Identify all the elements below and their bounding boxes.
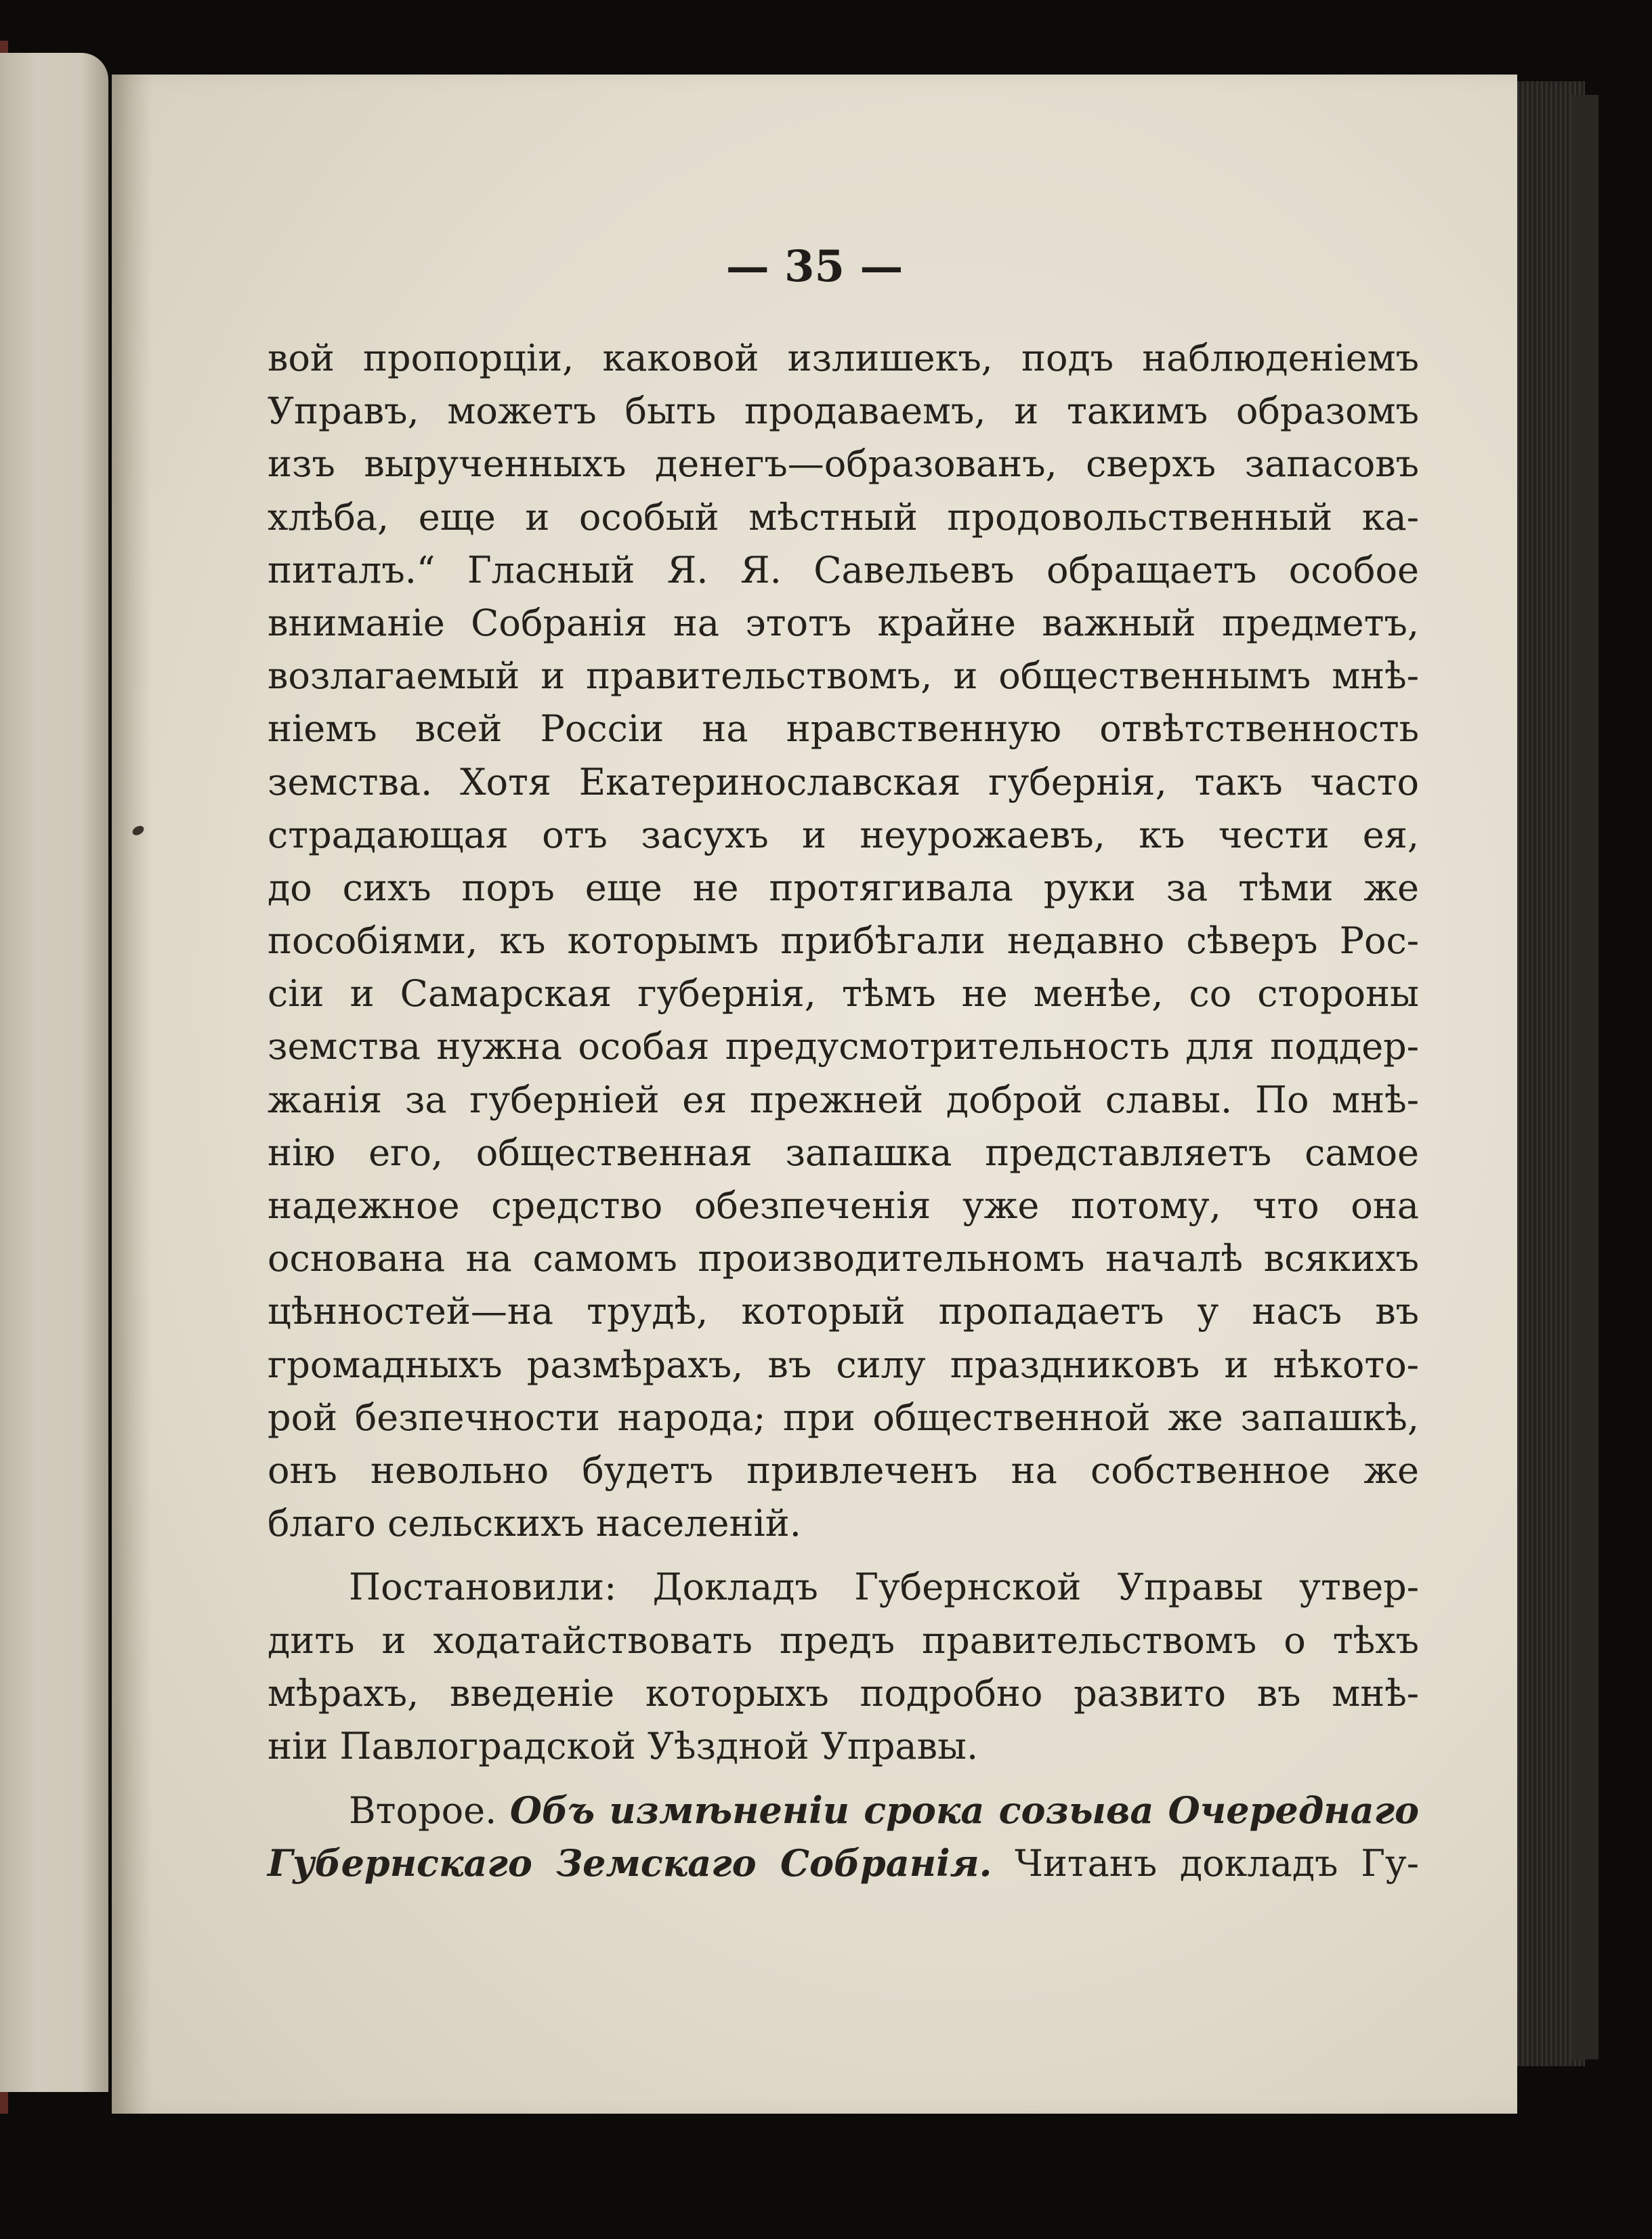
text-line: питалъ.“ Гласный Я. Я. Савельевъ обращаетъ особое: [268, 548, 1419, 591]
text-line: страдающая отъ засухъ и неурожаевъ, къ чести ея,: [268, 813, 1419, 856]
text-line: нiю его, общественная запашка представляетъ самое: [268, 1131, 1419, 1174]
text-line: онъ невольно будетъ привлеченъ на собственное же: [268, 1448, 1419, 1492]
text-line: возлагаемый и правительствомъ, и общественнымъ мнѣ-: [268, 654, 1419, 698]
text-line: вой пропорцiи, каковой излишекъ, подъ наблюденiемъ: [268, 337, 1419, 379]
text-line: цѣнностей—на трудѣ, который пропадаетъ у насъ въ: [268, 1290, 1419, 1333]
text-line: благо сельскихъ населенiй.: [268, 1502, 801, 1545]
text-line: мѣрахъ, введенiе которыхъ подробно развито въ мнѣ-: [268, 1671, 1419, 1715]
section-label: Второе.: [349, 1789, 497, 1833]
left-page-edge: [0, 53, 108, 2092]
body-text: [268, 332, 1419, 1889]
section-text: Читанъ докладъ Гу-: [1015, 1842, 1419, 1885]
text-line: надежное средство обезпеченiя уже потому, что она: [268, 1184, 1419, 1227]
text-line: дить и ходатайствовать предъ правительствомъ о тѣхъ: [268, 1618, 1419, 1662]
text-line: земства. Хотя Екатеринославская губернiя, такъ часто: [268, 760, 1419, 803]
page-number: — 35 —: [725, 241, 904, 292]
text-line: рой безпечности народа; при общественной же запашкѣ,: [268, 1396, 1419, 1439]
text-line: сiи и Самарская губернiя, тѣмъ не менѣе, со стороны: [268, 972, 1419, 1016]
text-line: нiи Павлоградской Уѣздной Управы.: [268, 1724, 979, 1767]
paragraph-gap: [268, 1550, 1419, 1561]
text-line-heading: [268, 1837, 1419, 1889]
text-line: Постановили: Докладъ Губернской Управы утвер-: [349, 1566, 1419, 1609]
text-line: основана на самомъ производительномъ началѣ всякихъ: [268, 1237, 1419, 1280]
text-line: вниманiе Собранiя на этотъ крайне важный предметъ,: [268, 601, 1419, 644]
book-cover-board: [1571, 95, 1598, 2059]
text-line: изъ вырученныхъ денегъ—образованъ, сверхъ запасовъ: [268, 442, 1419, 486]
gutter-shadow: [112, 75, 152, 2114]
text-line: нiемъ всей Россiи на нравственную отвѣтственность: [268, 707, 1419, 751]
text-line: до сихъ поръ еще не протягивала руки за тѣми же: [268, 866, 1419, 909]
text-line: земства нужна особая предусмотрительность для поддер-: [268, 1025, 1419, 1068]
text-line-heading: [268, 1784, 1419, 1837]
section-title-italic: Объ измѣненiи срока созыва Очереднаго: [509, 1788, 1420, 1833]
section-title-italic: Губернскаго Земскаго Собранiя.: [268, 1841, 992, 1885]
text-line: жанiя за губернiей ея прежней доброй славы. По мнѣ-: [268, 1078, 1419, 1121]
text-line: Управъ, можетъ быть продаваемъ, и такимъ образомъ: [268, 390, 1419, 433]
text-line: пособiями, къ которымъ прибѣгали недавно сѣверъ Рос-: [268, 919, 1419, 963]
text-line: громадныхъ размѣрахъ, въ силу праздниковъ и нѣкото-: [268, 1343, 1419, 1386]
paragraph-gap: [268, 1773, 1419, 1784]
text-line: хлѣба, еще и особый мѣстный продовольственный ка-: [268, 495, 1419, 539]
book-page: [112, 75, 1517, 2114]
